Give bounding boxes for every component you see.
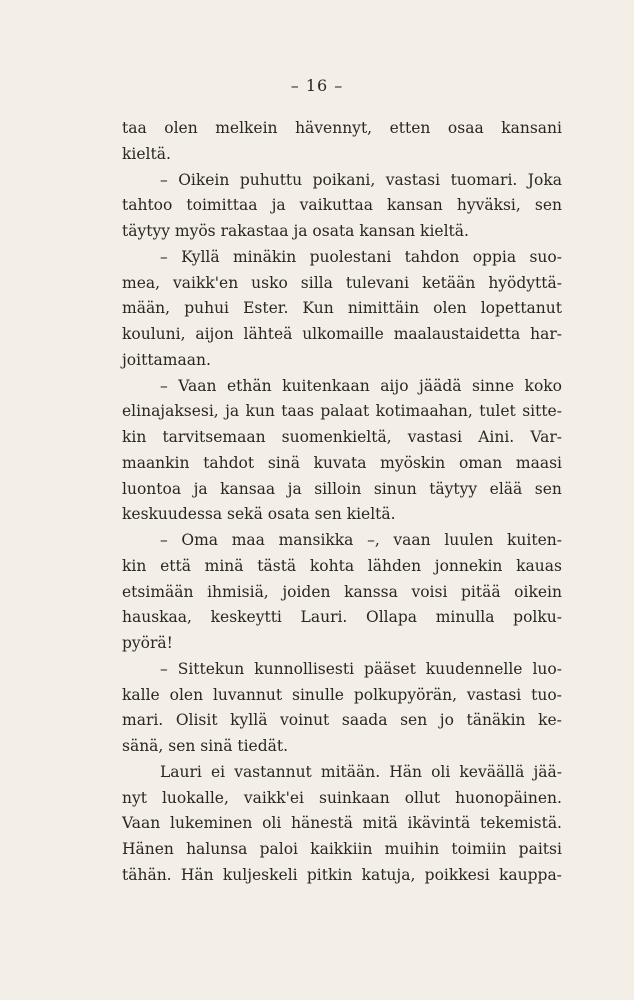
- word: tarvitsemaan: [162, 428, 266, 446]
- text-line: [122, 760, 562, 786]
- word: voinut: [280, 711, 330, 730]
- text-line: [122, 554, 562, 580]
- text-line: [122, 683, 562, 709]
- text-line: [122, 837, 562, 863]
- word: Ester.: [243, 299, 289, 318]
- word: ollut: [404, 788, 441, 807]
- word: –: [160, 247, 168, 266]
- word: maankin: [122, 453, 190, 472]
- body-text: [122, 116, 562, 889]
- word: kauppa-: [498, 865, 562, 884]
- word: voisi: [411, 582, 448, 601]
- word: ulkomaille: [302, 325, 384, 343]
- word: keskeytti: [210, 608, 282, 627]
- page-number: – 16 –: [290, 76, 344, 95]
- word: sitte-: [522, 402, 562, 421]
- word: ketään: [422, 273, 476, 292]
- word: taa: [122, 119, 147, 137]
- word: elää: [489, 479, 523, 498]
- text-line: [122, 193, 562, 219]
- text-line: [122, 425, 562, 451]
- word: olen: [169, 685, 204, 704]
- word: tahdot: [203, 453, 255, 472]
- word: luontoa: [122, 479, 182, 498]
- word: sen: [400, 711, 428, 730]
- word: paitsi: [518, 840, 562, 858]
- word: lähden: [367, 556, 422, 575]
- word: hänestä: [291, 814, 353, 833]
- word: kuiten-: [507, 531, 562, 549]
- text-line: täytyy myös rakastaa ja osata kansan kieltä.: [122, 222, 469, 240]
- word: ihmisiä,: [207, 582, 269, 601]
- text-line: [122, 168, 562, 194]
- word: sinun: [373, 479, 417, 498]
- word: puolestani: [309, 247, 392, 266]
- word: pitkin: [306, 865, 353, 884]
- word: hauskaa,: [122, 608, 192, 627]
- word: mari.: [122, 711, 164, 730]
- text-line: [122, 811, 562, 837]
- word: suomenkieltä,: [281, 428, 392, 446]
- word: kunnollisesti: [254, 659, 355, 678]
- word: taas: [281, 402, 314, 421]
- word: täytyy: [429, 479, 478, 498]
- word: tulevani: [345, 273, 410, 292]
- word: maasi: [515, 453, 562, 472]
- word: luvannut: [212, 685, 283, 704]
- text-line: [122, 245, 562, 271]
- word: puhuttu: [239, 170, 303, 189]
- text-line: [122, 271, 562, 297]
- word: Hän: [389, 762, 422, 781]
- text-line: [122, 657, 562, 683]
- word: sen: [534, 479, 562, 498]
- text-line: [122, 477, 562, 503]
- word: halunsa: [186, 840, 248, 858]
- word: Kun: [302, 299, 334, 318]
- word: ja: [193, 479, 208, 498]
- word: koko: [524, 376, 562, 395]
- text-line: kieltä.: [122, 144, 171, 163]
- word: silloin: [314, 479, 362, 498]
- word: olen: [164, 119, 198, 137]
- word: Vaan: [122, 814, 161, 833]
- word: tahtoo: [122, 196, 173, 215]
- word: Hänen: [122, 840, 174, 858]
- word: melkein: [215, 119, 278, 137]
- word: poikani,: [312, 170, 376, 189]
- word: tänäkin: [466, 711, 526, 730]
- word: tahdon: [404, 247, 460, 266]
- word: myöskin: [380, 453, 446, 472]
- word: ja: [287, 479, 302, 498]
- word: hyödyttä-: [488, 273, 562, 292]
- word: tähän.: [122, 865, 172, 884]
- word: lukeminen: [170, 814, 253, 833]
- word: kotimaahan,: [375, 402, 473, 421]
- word: maalaustaidetta: [393, 325, 521, 343]
- word: –,: [367, 531, 380, 549]
- word: vastannut: [234, 762, 312, 781]
- word: minä: [204, 556, 244, 575]
- word: suinkaan: [318, 788, 390, 807]
- word: hyväksi,: [456, 196, 521, 215]
- text-line: [122, 399, 562, 425]
- text-line: sänä, sen sinä tiedät.: [122, 737, 289, 755]
- word: Oikein: [178, 170, 230, 189]
- word: ikävintä: [407, 814, 471, 833]
- word: usko: [251, 273, 288, 292]
- word: palaat: [320, 402, 370, 421]
- word: kaikkiin: [310, 840, 373, 858]
- word: vastasi: [407, 428, 463, 446]
- word: suo-: [529, 247, 562, 266]
- text-line: [122, 451, 562, 477]
- word: kun: [245, 402, 275, 421]
- word: oli: [262, 814, 282, 833]
- word: jo: [439, 711, 454, 730]
- word: mansikka: [278, 531, 354, 549]
- word: nimittäin: [347, 299, 420, 318]
- word: vaikk'en: [173, 273, 239, 292]
- word: pääset: [364, 659, 416, 678]
- word: jäädä: [419, 376, 462, 395]
- word: mea,: [122, 273, 161, 292]
- word: mitä: [362, 814, 398, 833]
- text-line: pyörä!: [122, 634, 173, 652]
- text-line: [122, 116, 562, 142]
- word: silla: [300, 273, 333, 292]
- word: Oma: [181, 531, 219, 549]
- word: sinulle: [291, 685, 344, 704]
- word: sinne: [471, 376, 515, 395]
- word: Vaan: [178, 376, 217, 395]
- word: vaikuttaa: [299, 196, 373, 215]
- text-line: [122, 786, 562, 812]
- word: mään,: [122, 299, 171, 318]
- word: kouluni,: [122, 325, 186, 343]
- word: luo-: [532, 659, 562, 678]
- word: kuitenkaan: [282, 376, 370, 395]
- word: Kyllä: [181, 247, 220, 266]
- word: polku-: [513, 608, 562, 627]
- word: –: [160, 376, 168, 395]
- word: jää-: [533, 762, 562, 781]
- text-line: [122, 296, 562, 322]
- word: Lauri.: [300, 608, 348, 627]
- word: hävennyt,: [295, 119, 373, 137]
- word: kanssa: [344, 582, 398, 601]
- word: lähteä: [243, 325, 293, 343]
- word: joiden: [282, 582, 331, 601]
- word: Joka: [527, 170, 562, 189]
- word: –: [160, 531, 168, 549]
- word: Aini.: [478, 428, 515, 446]
- word: oikein: [514, 582, 562, 601]
- word: kansan: [387, 196, 443, 215]
- word: luulen: [444, 531, 494, 549]
- word: mitään.: [320, 762, 381, 781]
- word: oman: [458, 453, 503, 472]
- word: Var-: [530, 428, 562, 446]
- word: vastasi: [466, 685, 522, 704]
- word: kuljeskeli: [222, 865, 298, 884]
- word: saada: [341, 711, 388, 730]
- word: kin: [122, 556, 147, 575]
- word: elinajaksesi,: [122, 402, 219, 421]
- word: jonnekin: [434, 556, 503, 575]
- word: osaa: [447, 119, 484, 137]
- word: kansaa: [220, 479, 276, 498]
- word: vastasi: [385, 170, 441, 189]
- word: luokalle,: [161, 788, 229, 807]
- word: polkupyörän,: [353, 685, 458, 704]
- text-line: [122, 605, 562, 631]
- word: ja: [225, 402, 240, 421]
- word: että: [160, 556, 191, 575]
- word: –: [160, 659, 168, 678]
- word: kalle: [122, 685, 160, 704]
- word: tekemistä.: [480, 814, 562, 833]
- word: katuja,: [361, 865, 416, 884]
- word: olen: [433, 299, 467, 318]
- word: puhui: [184, 299, 230, 318]
- word: Sittekun: [177, 659, 245, 678]
- word: vaan: [393, 531, 431, 549]
- word: kin: [122, 428, 147, 446]
- word: ethän: [227, 376, 272, 395]
- word: ei: [210, 762, 226, 781]
- word: har-: [530, 325, 562, 343]
- text-line: joittamaan.: [122, 350, 211, 369]
- text-line: [122, 528, 562, 554]
- word: kyllä: [230, 711, 268, 730]
- word: muihin: [384, 840, 440, 858]
- word: kohta: [309, 556, 355, 575]
- word: tuo-: [531, 685, 562, 704]
- word: aijo: [380, 376, 409, 395]
- word: Lauri: [160, 762, 202, 781]
- word: ke-: [538, 711, 562, 730]
- word: poikkesi: [424, 865, 490, 884]
- word: Olisit: [175, 711, 218, 730]
- word: kuvata: [313, 453, 367, 472]
- word: toimittaa: [186, 196, 258, 215]
- text-line: [122, 708, 562, 734]
- word: oli: [431, 762, 451, 781]
- word: tulet: [479, 402, 516, 421]
- word: etsimään: [122, 582, 194, 601]
- text-line: [122, 374, 562, 400]
- word: sen: [534, 196, 562, 215]
- text-line: [122, 863, 562, 889]
- word: paloi: [259, 840, 299, 858]
- word: maa: [231, 531, 265, 549]
- word: ja: [271, 196, 286, 215]
- word: Hän: [180, 865, 214, 884]
- word: kauas: [516, 556, 562, 575]
- word: kansani: [501, 119, 562, 137]
- text-line: [122, 322, 562, 348]
- word: Ollapa: [366, 608, 418, 627]
- word: toimiin: [451, 840, 507, 858]
- word: vaikk'ei: [243, 788, 304, 807]
- word: keväällä: [459, 762, 525, 781]
- word: sinä: [267, 453, 300, 472]
- word: minäkin: [232, 247, 297, 266]
- word: huonopäinen.: [455, 788, 562, 807]
- word: oppia: [472, 247, 517, 266]
- word: pitää: [460, 582, 501, 601]
- word: tästä: [257, 556, 297, 575]
- word: lopettanut: [480, 299, 562, 318]
- text-line: keskuudessa sekä osata sen kieltä.: [122, 505, 396, 524]
- word: minulla: [435, 608, 495, 627]
- word: etten: [389, 119, 431, 137]
- word: aijon: [195, 325, 234, 343]
- word: nyt: [122, 788, 147, 807]
- text-line: [122, 580, 562, 606]
- word: tuomari.: [450, 170, 518, 189]
- word: kuudennelle: [425, 659, 523, 678]
- word: –: [160, 170, 168, 189]
